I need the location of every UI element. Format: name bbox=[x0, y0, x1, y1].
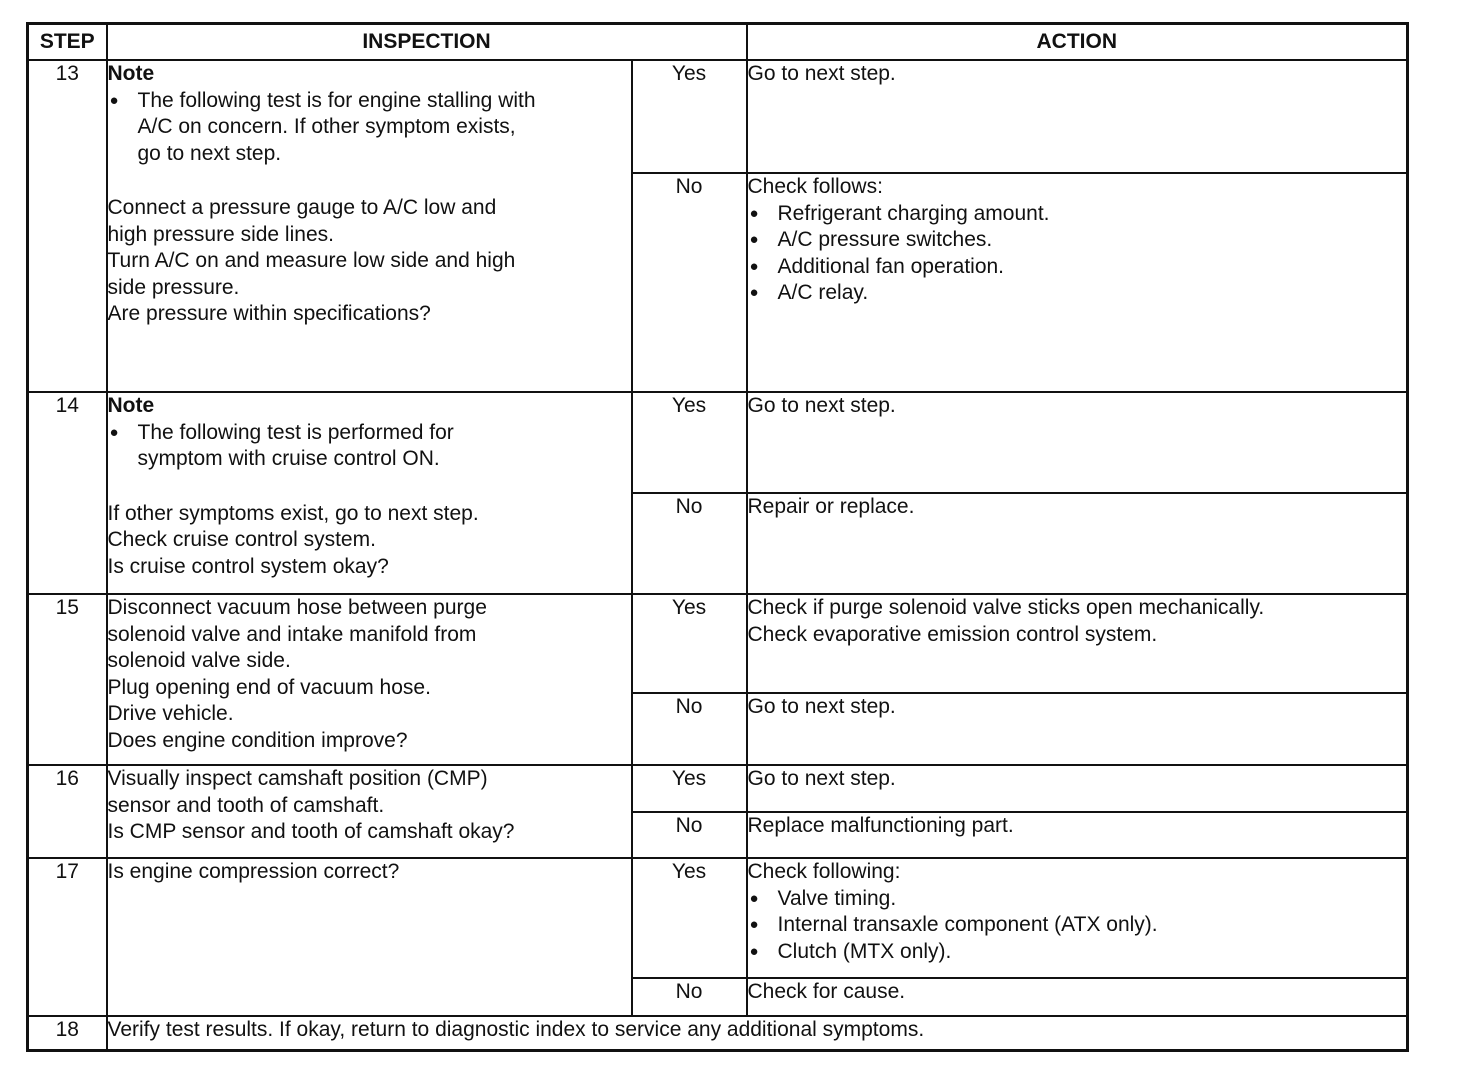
inspection-line: Are pressure within specifications? bbox=[107, 302, 431, 325]
yes-label: Yes bbox=[632, 765, 747, 812]
inspection-line: Check cruise control system. bbox=[107, 528, 376, 551]
inspection-line: Connect a pressure gauge to A/C low and bbox=[107, 196, 497, 219]
inspection-line: Is cruise control system okay? bbox=[107, 554, 389, 578]
yes-label: Yes bbox=[632, 594, 747, 693]
inspection-line: Is CMP sensor and tooth of camshaft okay? bbox=[107, 820, 515, 843]
yes-label: Yes bbox=[632, 60, 747, 173]
action-cell bbox=[747, 858, 1408, 978]
table-row bbox=[28, 765, 1408, 812]
action-cell: Repair or replace. bbox=[747, 493, 1408, 594]
inspection-cell bbox=[107, 594, 632, 765]
table-row bbox=[28, 1016, 1408, 1050]
note-line: go to next step. bbox=[137, 141, 282, 165]
inspection-cell bbox=[107, 392, 632, 594]
action-line: Check if purge solenoid valve sticks open mechanically. bbox=[747, 596, 1265, 619]
action-line: Check evaporative emission control system. bbox=[747, 622, 1158, 646]
step-number: 18 bbox=[28, 1016, 107, 1050]
inspection-line: side pressure. bbox=[107, 275, 240, 299]
table-row bbox=[28, 60, 1408, 173]
yes-label: Yes bbox=[632, 392, 747, 493]
action-bullet: ● Clutch (MTX only). bbox=[748, 939, 1407, 966]
header-row bbox=[28, 24, 1408, 61]
action-cell bbox=[747, 594, 1408, 693]
note-line: symptom with cruise control ON. bbox=[137, 447, 440, 470]
header-inspection: INSPECTION bbox=[107, 24, 747, 61]
note-title: Note bbox=[107, 394, 155, 417]
inspection-line: Disconnect vacuum hose between purge bbox=[107, 596, 487, 619]
no-label: No bbox=[632, 173, 747, 392]
action-cell bbox=[747, 173, 1408, 392]
action-cell: Go to next step. bbox=[747, 60, 1408, 173]
step-number: 14 bbox=[28, 392, 107, 594]
note-line: A/C on concern. If other symptom exists, bbox=[137, 115, 516, 138]
header-step: STEP bbox=[28, 24, 107, 61]
inspection-line: Is engine compression correct? bbox=[107, 860, 400, 883]
table-row bbox=[28, 594, 1408, 693]
inspection-line: Turn A/C on and measure low side and high bbox=[107, 249, 516, 272]
inspection-cell bbox=[107, 858, 632, 1016]
note-bullet bbox=[108, 420, 631, 473]
action-cell: Check for cause. bbox=[747, 978, 1408, 1016]
action-bullet: ● Additional fan operation. bbox=[748, 254, 1407, 281]
step-number: 15 bbox=[28, 594, 107, 765]
diagnostic-table bbox=[26, 22, 1409, 1052]
action-cell: Go to next step. bbox=[747, 765, 1408, 812]
no-label: No bbox=[632, 493, 747, 594]
action-bullet: ● A/C pressure switches. bbox=[748, 227, 1407, 254]
inspection-line: Drive vehicle. bbox=[107, 702, 234, 725]
no-label: No bbox=[632, 812, 747, 858]
action-bullet: ● Refrigerant charging amount. bbox=[748, 201, 1407, 228]
inspection-line: high pressure side lines. bbox=[107, 222, 334, 246]
inspection-line: solenoid valve and intake manifold from bbox=[107, 622, 477, 646]
summary-cell: Verify test results. If okay, return to diagnostic index to service any additional symptoms. bbox=[107, 1016, 1408, 1050]
action-cell: Go to next step. bbox=[747, 392, 1408, 493]
note-line: ● The following test is performed for bbox=[137, 420, 454, 444]
inspection-line: sensor and tooth of camshaft. bbox=[107, 793, 385, 817]
action-title: Check follows: bbox=[747, 175, 883, 198]
header-action: ACTION bbox=[747, 24, 1408, 61]
note-title: Note bbox=[107, 62, 155, 85]
action-bullet: ● A/C relay. bbox=[748, 280, 1407, 307]
yes-label: Yes bbox=[632, 858, 747, 978]
inspection-line: Visually inspect camshaft position (CMP) bbox=[107, 767, 488, 790]
inspection-cell bbox=[107, 765, 632, 858]
step-number: 16 bbox=[28, 765, 107, 858]
action-cell: Replace malfunctioning part. bbox=[747, 812, 1408, 858]
inspection-line: solenoid valve side. bbox=[107, 649, 291, 672]
inspection-line: Does engine condition improve? bbox=[107, 728, 408, 752]
inspection-line: If other symptoms exist, go to next step. bbox=[107, 501, 479, 525]
step-number: 17 bbox=[28, 858, 107, 1016]
table-row bbox=[28, 392, 1408, 493]
no-label: No bbox=[632, 978, 747, 1016]
action-cell: Go to next step. bbox=[747, 693, 1408, 765]
table-row bbox=[28, 858, 1408, 978]
inspection-cell bbox=[107, 60, 632, 392]
action-title: Check following: bbox=[747, 860, 901, 883]
no-label: No bbox=[632, 693, 747, 765]
step-number: 13 bbox=[28, 60, 107, 392]
inspection-line: Plug opening end of vacuum hose. bbox=[107, 675, 431, 699]
action-bullet: ● Valve timing. bbox=[748, 886, 1407, 913]
note-line: ● The following test is for engine stalling with bbox=[137, 88, 536, 112]
action-bullet: ● Internal transaxle component (ATX only). bbox=[748, 912, 1407, 939]
note-bullet bbox=[108, 88, 631, 168]
